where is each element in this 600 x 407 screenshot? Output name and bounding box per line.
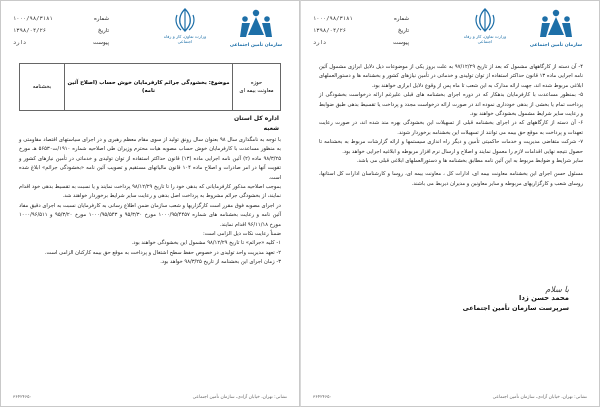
document-page-2 xyxy=(300,0,600,407)
document-meta xyxy=(13,13,109,49)
area-label: حوزه xyxy=(250,80,263,86)
ministry-caption: وزارت تعاون، کار و رفاه اجتماعی xyxy=(163,34,207,44)
date-label: تاریخ xyxy=(98,28,109,34)
letter-body xyxy=(319,63,583,189)
iran-emblem-icon xyxy=(171,7,199,33)
list-item: ۱- کلیه «جرائم» تا تاریخ ۹۸/۱۲/۲۹ مشمول این بخشودگی خواهند بود. xyxy=(131,240,281,247)
signature-greeting: با سلام xyxy=(545,285,569,294)
sso-logo-label: سازمان تأمین اجتماعی xyxy=(229,43,283,48)
attachment-value: دارد xyxy=(313,40,327,46)
sso-logo-icon xyxy=(538,7,574,41)
body-paragraph: ضمناً رعایت نکات ذیل الزامی است: xyxy=(202,231,281,238)
number-label: شماره xyxy=(393,16,409,22)
signature-block xyxy=(419,285,569,312)
document-date: ۱۳۹۸/۰۴/۲۶ xyxy=(313,28,347,34)
area-value: معاونت بیمه ای xyxy=(239,88,274,94)
recipient-branch: شعبه xyxy=(263,125,279,132)
page-footer xyxy=(301,395,599,400)
attachment-label: پیوست xyxy=(392,40,409,46)
document-meta xyxy=(313,13,409,49)
circular-header-table xyxy=(19,63,281,111)
closing-paragraph: سایر شرایط و ضوابط مربوط به این آئین نامه مطابق بخشنامه ها و دستورالعملهای ابلاغی قبلی می باشد. xyxy=(356,158,583,165)
attachment-label: پیوست xyxy=(92,40,109,46)
letter-body xyxy=(19,136,281,268)
sso-logo-icon xyxy=(238,7,274,41)
body-paragraph: با توجه به نامگذاری سال ۹۸ بعنوان سال رونق تولید از سوی مقام معظم رهبری و در اجرای سیاستهای اقتصاد مقاومتی و به منظور مساعدت با کارفرمایان خوش حساب مصوبه هیات محترم وزیران طی اصلاحیه شماره ۱۹۱۰/ت۵۶۵۳۰ هـ مورخ ۹۸/۳/۲۵ ماده (۲) آئین نامه اجرایی ماده (۱۳) قانون حداکثر استفاده از توان تولیدی و خدماتی در تأمین نیازهای کشور و تقویت آنها در امر صادرات و اصلاح ماده ۱۰۴ قانون مالیاتهای مستقیم و تصویب آئین نامه «بخشودگی جرائم» ابلاغ شده است. xyxy=(19,137,282,181)
document-number: ۱۰۰۰/۹۸/۳۱۸۱ xyxy=(13,16,53,22)
body-paragraph: بموجب اصلاحیه مذکور کارفرمایانی که بدهی خود را تا تاریخ ۹۸/۱۲/۲۹ پرداخت نمایند و یا نسبت به تقسیط بدهی خود اقدام نمایند، از بخشودگی جرائم مشروط به پرداخت اصل بدهی و رعایت سایر شرایط برخوردار خواهند شد. xyxy=(19,184,282,200)
footer-phone: ۳۶۴۲۴۶۵۰ xyxy=(13,395,32,400)
list-item: ۳- زمان اجرای این بخشنامه از تاریخ ۹۸/۳/۲۵ خواهد بود. xyxy=(160,259,281,266)
list-item: ۲- تعهد مدیریت واحد تولیدی در خصوص حفظ سطح اشتغال و پرداخت به موقع حق بیمه کارکنان الزامی است. xyxy=(44,249,281,256)
body-paragraph: ۵- بمنظور مساعدت با کارفرمایان بدهکار که در دوره اجرای بخشنامه های قبلی علیرغم ارائه درخواست بخشودگی از پرداخت تمام یا بخشی از بدهی خودداری نموده اند در صورت ارائه درخواست مجدد و پرداخت یا تقسیط بدهی طبق ضوابط و رعایت سایر شرایط مشمول بخشودگی خواهند بود. xyxy=(319,92,583,118)
signer-name: محمد حسن زدا xyxy=(519,294,569,302)
date-label: تاریخ xyxy=(398,28,409,34)
footer-phone: ۳۶۴۲۴۶۵۰ xyxy=(313,395,332,400)
footer-address: نشانی: تهران، خیابان آزادی، سازمان تأمین اجتماعی xyxy=(192,395,287,400)
recipient-general-office: اداره کل استان xyxy=(234,115,279,122)
sso-logo-label: سازمان تأمین اجتماعی xyxy=(529,43,583,48)
circular-type-cell: بخشنامه xyxy=(32,84,52,90)
sso-logo xyxy=(231,7,281,55)
body-paragraph: ۷- شرکت متقاضی مدیریت و خدمات حاکمیتی تأمین و دیگر راه اندازی سیستمها و ارائه گزارشات مربوط به بخشنامه تا حصول نتیجه نهایی اقدامات لازم را معمول نمایند و اصلاح و ارسال نرم افزار مربوطه و ابلاغیه اجرایی خواهد بود. xyxy=(319,139,583,155)
footer-address: نشانی: تهران، خیابان آزادی، سازمان تأمین اجتماعی xyxy=(492,395,587,400)
sso-logo xyxy=(531,7,581,55)
document-date: ۱۳۹۸/۰۴/۲۶ xyxy=(13,28,47,34)
body-paragraph: ۶- آن دسته از کارگاههای که در اجرای بخشنامه قبلی از تسهیلات این بخشودگی بهره مند شده اند، در صورت رعایت تعهدات و پرداخت به موقع حق بیمه می توانند از تسهیلات این بخشنامه برخوردار شوند. xyxy=(319,120,583,136)
attachment-value: دارد xyxy=(13,40,27,46)
ministry-caption: وزارت تعاون، کار و رفاه اجتماعی xyxy=(463,34,507,44)
body-paragraph: ۴- آن دسته از کارگاههای مشمول که بعد از تاریخ ۹۷/۱۲/۲۹ به علت بروز یکی از موضوعات ذیل دلایل ابرازی مشمول آئین نامه اجرایی ماده ۱۳ قانون حداکثر استفاده از توان تولیدی و خدماتی در تأمین نیازهای کشور و بخشنامه ها و دستورالعملهای ابلاغی مربوط شده اند، جهت ارائه مدارک به این شعب تا ماه پس از وقوع دلایل ابرازی خواهند بود. xyxy=(319,64,583,89)
responsibility-paragraph: مسئول حسن اجرای این بخشنامه معاونت بیمه ای، ادارات کل ، معاونت بیمه ای، روسا و کارشناسان ادارات کل استانها، روسای شعب و کارگزاریهای مربوطه و سایر معاونین و مدیران ذیربط می باشند. xyxy=(319,171,583,187)
body-paragraph: در اجرای مصوبه فوق مقرر است کارگزاریها و شعب سازمان ضمن اطلاع رسانی به کارفرمایان نسبت به اجرای دقیق مفاد آئین نامه و رعایت بخشنامه های شماره ۱۰۰۰/۹۵/۴۴۵۷ مورخ ۹۵/۳/۳۰ و ۱۰۰۰/۹۵/۵۴۳ مورخ ۹۵/۳/۲۰ و ۱۰۰۰/۹۶/۵۱۱ مورخ ۹۶/۱۱/۱۸ اقدام نمایند. xyxy=(19,202,281,228)
document-number: ۱۰۰۰/۹۸/۳۱۸۱ xyxy=(313,16,353,22)
signer-role: سرپرست سازمان تأمین اجتماعی xyxy=(462,304,569,312)
page-footer xyxy=(1,395,299,400)
number-label: شماره xyxy=(93,16,109,22)
circular-subject: موضوع: بخشودگی جرائم کارفرمایان خوش حساب (اصلاح آئین نامه) xyxy=(64,64,232,110)
iran-emblem-icon xyxy=(471,7,499,33)
circular-area-cell xyxy=(232,64,280,110)
